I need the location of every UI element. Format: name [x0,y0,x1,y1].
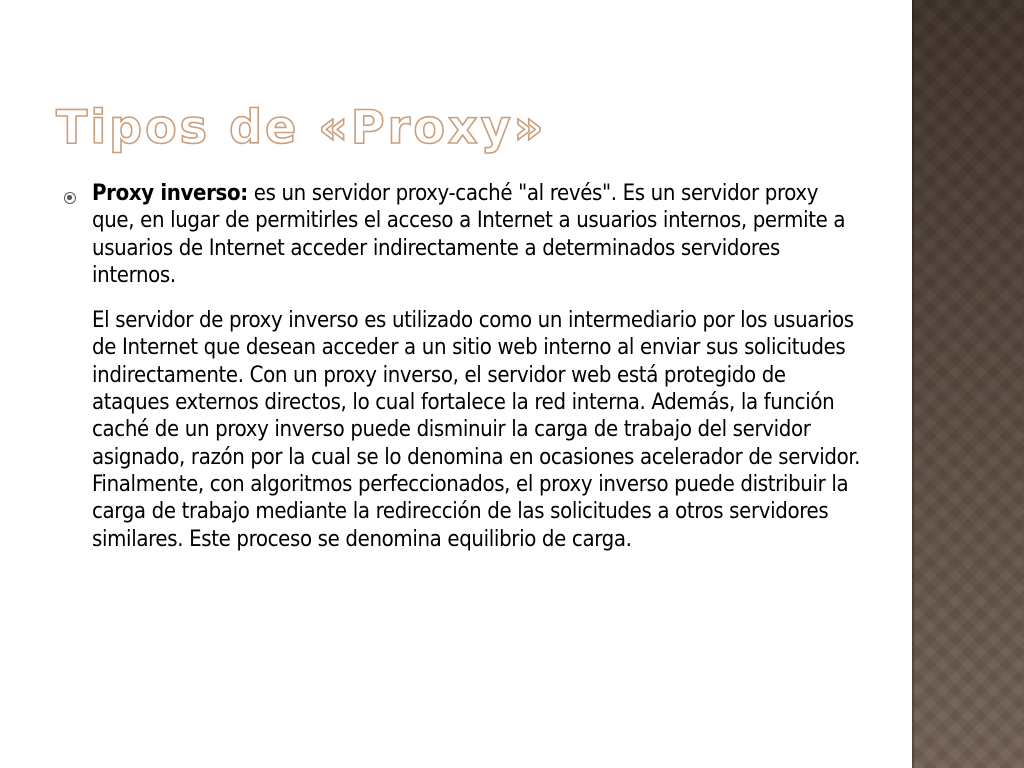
bullet-item [92,180,862,289]
slide-body [92,180,862,553]
decorative-side-strip [912,0,1024,768]
bullet-definition: es un servidor proxy-caché "al revés". Es un servidor proxy que, en lugar de permitirles el acceso a Internet a usuarios internos, permite a usuarios de Internet acceder indirectamente a determinados servidores internos. [92,181,846,288]
circle-bullet-icon [64,192,76,204]
body-paragraph: El servidor de proxy inverso es utilizado como un intermediario por los usuarios de Internet que desean acceder a un sitio web interno al enviar sus solicitudes indirectamente. Con un proxy inverso, el servidor web está protegido de ataques externos directos, lo cual fortalece la red interna. Además, la función caché de un proxy inverso puede disminuir la carga de trabajo del servidor asignado, razón por la cual se lo denomina en ocasiones acelerador de servidor. Finalmente, con algoritmos perfeccionados, el proxy inverso puede distribuir la carga de trabajo mediante la redirección de las solicitudes a otros servidores similares. Este proceso se denomina equilibrio de carga. [92,308,861,552]
bullet-term: Proxy inverso: [92,181,248,206]
slide-title: Tipos de «Proxy» [56,100,547,154]
